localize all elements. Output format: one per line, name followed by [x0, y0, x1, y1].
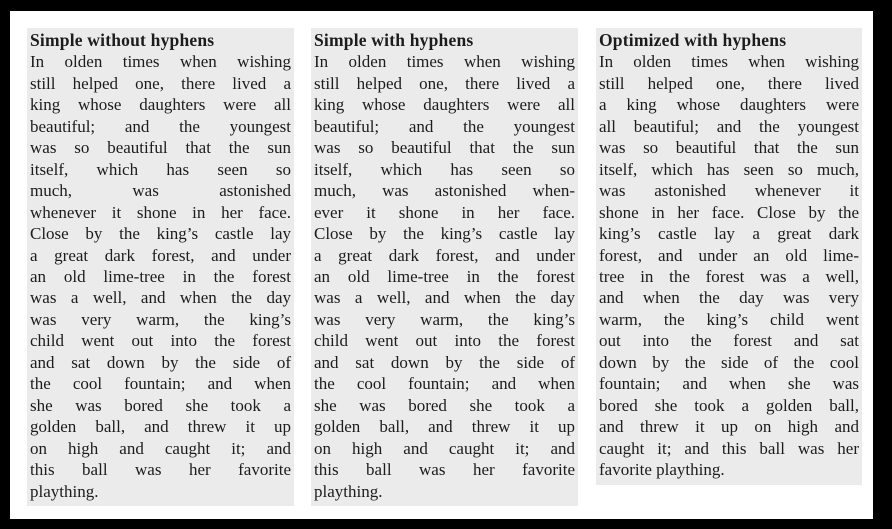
text-line: still helped one, there lived a	[314, 73, 575, 93]
text-line: she was bored she took a	[314, 395, 575, 415]
text-line: king whose daughters were all	[30, 95, 291, 115]
paper	[10, 11, 873, 519]
column-body	[314, 51, 575, 502]
text-line: and sat down by the side of	[30, 352, 291, 372]
text-line: a great dark forest, and under	[30, 245, 291, 265]
text-line: on high and caught it; and	[30, 438, 291, 458]
text-line: was very warm, the king’s	[30, 309, 291, 329]
text-line: an old lime-tree in the forest	[30, 266, 291, 286]
text-line: Close by the king’s castle lay	[314, 224, 575, 244]
text-line: was so beautiful that the sun	[314, 138, 575, 158]
text-line: much, was astonished when-	[314, 181, 575, 201]
text-line: warm, the king’s child went	[599, 309, 859, 329]
text-line: she was bored she took a	[30, 395, 291, 415]
text-line: In olden times when wishing	[599, 52, 859, 72]
text-line: itself, which has seen so much,	[599, 159, 859, 179]
column-optimized-with-hyphens	[596, 28, 862, 485]
text-line: and threw it up on high and	[599, 417, 859, 437]
text-line: this ball was her favorite	[30, 460, 291, 480]
column-simple-with-hyphens	[311, 28, 578, 506]
text-line: fountain; and when she was	[599, 374, 859, 394]
text-line: was so beautiful that the sun	[599, 138, 859, 158]
text-line: on high and caught it; and	[314, 438, 575, 458]
text-line: beautiful; and the youngest	[314, 116, 575, 136]
text-line: caught it; and this ball was her	[599, 438, 859, 458]
text-line: plaything.	[30, 481, 99, 501]
text-line: still helped one, there lived	[599, 73, 859, 93]
column-body	[599, 51, 859, 480]
text-line: this ball was her favorite	[314, 460, 575, 480]
text-line: king’s castle lay a great dark	[599, 224, 859, 244]
text-line: golden ball, and threw it up	[314, 417, 575, 437]
text-line: all beautiful; and the youngest	[599, 116, 859, 136]
text-line: ever it shone in her face.	[314, 202, 575, 222]
text-line: the cool fountain; and when	[30, 374, 291, 394]
column-body	[30, 51, 291, 502]
text-line: In olden times when wishing	[30, 52, 291, 72]
text-line: a great dark forest, and under	[314, 245, 575, 265]
text-line: king whose daughters were all	[314, 95, 575, 115]
text-line: was very warm, the king’s	[314, 309, 575, 329]
text-line: was astonished whenever it	[599, 181, 859, 201]
text-line: and when the day was very	[599, 288, 859, 308]
text-line: was a well, and when the day	[30, 288, 291, 308]
text-line: forest, and under an old lime-	[599, 245, 859, 265]
column-simple-without-hyphens	[27, 28, 294, 506]
text-line: much, was astonished	[30, 181, 291, 201]
text-line: plaything.	[314, 481, 383, 501]
column-title: Optimized with hyphens	[599, 30, 787, 50]
text-line: was a well, and when the day	[314, 288, 575, 308]
text-line: down by the side of the cool	[599, 352, 859, 372]
text-line: child went out into the forest	[30, 331, 291, 351]
column-title: Simple without hyphens	[30, 30, 215, 50]
text-line: golden ball, and threw it up	[30, 417, 291, 437]
text-line: itself, which has seen so	[314, 159, 575, 179]
text-line: itself, which has seen so	[30, 159, 291, 179]
text-line: still helped one, there lived a	[30, 73, 291, 93]
text-line: out into the forest and sat	[599, 331, 859, 351]
text-line: tree in the forest was a well,	[599, 266, 859, 286]
text-line: beautiful; and the youngest	[30, 116, 291, 136]
text-line: In olden times when wishing	[314, 52, 575, 72]
text-line: bored she took a golden ball,	[599, 395, 859, 415]
column-title: Simple with hyphens	[314, 30, 474, 50]
text-line: the cool fountain; and when	[314, 374, 575, 394]
text-line: Close by the king’s castle lay	[30, 224, 291, 244]
text-line: was so beautiful that the sun	[30, 138, 291, 158]
text-line: child went out into the forest	[314, 331, 575, 351]
text-line: shone in her face. Close by the	[599, 202, 859, 222]
text-line: a king whose daughters were	[599, 95, 859, 115]
text-line: favorite plaything.	[599, 460, 725, 480]
text-line: whenever it shone in her face.	[30, 202, 291, 222]
text-line: and sat down by the side of	[314, 352, 575, 372]
text-line: an old lime-tree in the forest	[314, 266, 575, 286]
